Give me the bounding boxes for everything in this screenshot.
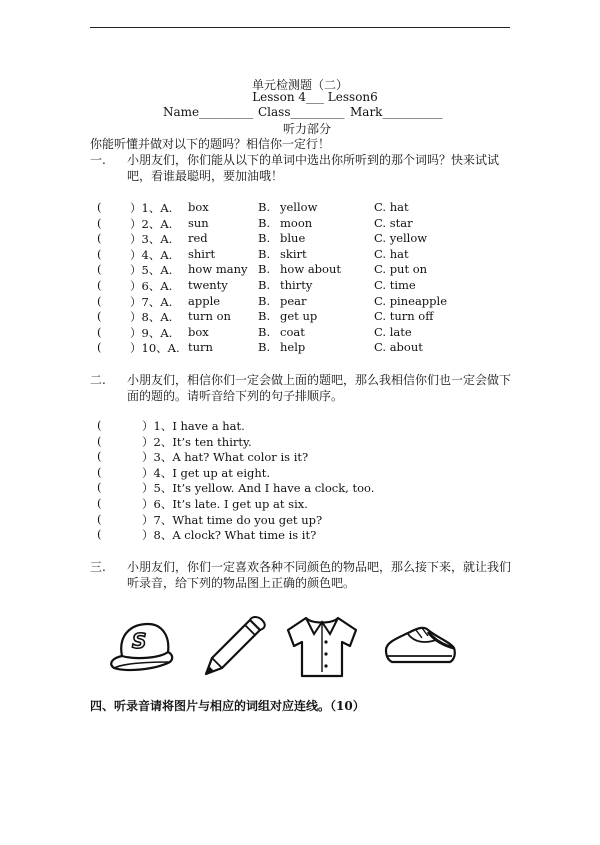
option-b: yellow — [280, 200, 318, 214]
option-c: C. yellow — [374, 231, 428, 246]
top-rule — [90, 27, 510, 28]
answer-blank[interactable]: ( — [97, 324, 102, 339]
option-a: twenty — [188, 278, 228, 292]
option-b: moon — [280, 215, 313, 230]
answer-blank[interactable]: ( — [97, 262, 102, 277]
shoe-picture — [380, 612, 460, 682]
option-a: turn — [188, 340, 213, 355]
item-number: ）10、A. — [130, 341, 180, 356]
section-title: 听力部分 — [282, 122, 331, 136]
item-number: ）6、A. — [130, 279, 173, 293]
option-c: C. late — [374, 324, 412, 339]
intro-text: 你能听懂并做对以下的题吗？相信你一定行！ — [90, 137, 331, 151]
mark-field-label: Mark__________ — [350, 105, 443, 119]
answer-blank[interactable]: ( — [97, 340, 102, 355]
sentence-text: ）2、It’s ten thirty. — [142, 434, 252, 449]
option-b-label: B. — [258, 324, 271, 339]
q1-instruction-line2: 吧，看谁最聪明，要加油哦！ — [127, 169, 284, 183]
sentence-text: ）3、A hat? What color is it? — [142, 450, 309, 465]
sentence-text: ）8、A clock? What time is it? — [142, 528, 317, 543]
option-a: box — [188, 200, 209, 214]
option-c: C. hat — [374, 200, 409, 214]
answer-blank[interactable]: ( — [97, 293, 102, 308]
option-b: skirt — [280, 246, 307, 261]
answer-blank[interactable]: ( — [97, 464, 102, 479]
sentence-text: ）6、It’s late. I get up at six. — [142, 497, 308, 511]
option-a: turn on — [188, 309, 231, 324]
option-b-label: B. — [258, 215, 271, 230]
q3-instruction-line2: 听录音，给下列的物品图上正确的颜色吧。 — [127, 576, 356, 590]
answer-blank[interactable]: ( — [97, 231, 102, 246]
name-field-label: Name_________ — [163, 105, 254, 119]
worksheet-title: 单元检测题（二） — [251, 78, 348, 92]
option-a: sun — [188, 215, 209, 230]
option-a: shirt — [188, 246, 216, 261]
option-c: C. hat — [374, 246, 409, 261]
option-c: C. star — [374, 215, 413, 230]
answer-blank[interactable]: ( — [97, 480, 102, 495]
option-b-label: B. — [258, 231, 271, 246]
item-number: ）3、A. — [130, 232, 173, 247]
sentence-text: ）1、I have a hat. — [142, 419, 245, 433]
answer-blank[interactable]: ( — [97, 215, 102, 230]
option-b: how about — [280, 262, 341, 277]
answer-blank[interactable]: ( — [97, 278, 102, 292]
answer-blank[interactable]: ( — [97, 309, 102, 324]
item-number: ）4、A. — [130, 247, 173, 262]
answer-blank[interactable]: ( — [97, 433, 102, 448]
q1-instruction-line1: 小朋友们，你们能从以下的单词中选出你所听到的那个词吗？快来试试 — [127, 153, 500, 167]
option-b-label: B. — [258, 246, 271, 261]
option-c: C. put on — [374, 262, 428, 277]
option-a: box — [188, 324, 209, 339]
q2-instruction-line1: 小朋友们，相信你们一定会做上面的题吧，那么我相信你们也一定会做下 — [127, 373, 512, 387]
answer-blank[interactable]: ( — [97, 200, 102, 214]
option-b-label: B. — [258, 278, 271, 292]
q2-number: 二. — [90, 373, 106, 387]
option-c: C. time — [374, 278, 416, 292]
option-b: coat — [280, 324, 305, 339]
option-b: thirty — [280, 278, 313, 292]
class-field-label: Class_________ — [258, 105, 345, 119]
answer-blank[interactable]: ( — [97, 449, 102, 464]
item-number: ）2、A. — [130, 216, 173, 231]
option-b-label: B. — [258, 200, 271, 214]
item-number: ）1、A. — [130, 201, 173, 215]
answer-blank[interactable]: ( — [97, 496, 102, 510]
option-a: red — [188, 231, 208, 246]
item-number: ）5、A. — [130, 263, 173, 278]
option-b: pear — [280, 293, 307, 308]
option-b: get up — [280, 309, 318, 324]
q2-instruction-line2: 面的题的。请听音给下列的句子排顺序。 — [127, 389, 344, 403]
shirt-picture — [280, 612, 360, 682]
option-a: how many — [188, 262, 248, 277]
option-c: C. pineapple — [374, 293, 448, 308]
sentence-text: ）5、It’s yellow. And I have a clock, too. — [142, 481, 375, 496]
option-b: blue — [280, 231, 306, 246]
answer-blank[interactable]: ( — [97, 527, 102, 542]
option-b-label: B. — [258, 262, 271, 277]
item-number: ）7、A. — [130, 294, 173, 309]
q3-number: 三. — [90, 560, 106, 574]
q3-instruction-line1: 小朋友们，你们一定喜欢各种不同颜色的物品吧，那么接下来，就让我们 — [127, 560, 512, 574]
option-a: apple — [188, 293, 221, 308]
item-number: ）9、A. — [130, 325, 173, 340]
item-number: ）8、A. — [130, 310, 173, 325]
sentence-text: ）7、What time do you get up? — [142, 512, 323, 527]
answer-blank[interactable]: ( — [97, 246, 102, 261]
lessons-line: Lesson 4___ Lesson6 — [252, 90, 378, 104]
q1-number: 一. — [90, 153, 106, 167]
option-c: C. about — [374, 340, 423, 355]
option-b-label: B. — [258, 309, 271, 324]
q3-pictures — [100, 612, 500, 682]
pencil-picture — [200, 612, 270, 682]
q4-title: 四、听录音请将图片与相应的词组对应连线。（10） — [90, 699, 365, 713]
option-b: help — [280, 340, 306, 355]
cap-letter: S — [132, 629, 147, 653]
cap-picture — [100, 612, 180, 682]
answer-blank[interactable]: ( — [97, 511, 102, 526]
option-c: C. turn off — [374, 309, 434, 324]
option-b-label: B. — [258, 293, 271, 308]
answer-blank[interactable]: ( — [97, 418, 102, 432]
option-b-label: B. — [258, 340, 271, 355]
sentence-text: ）4、I get up at eight. — [142, 465, 271, 480]
